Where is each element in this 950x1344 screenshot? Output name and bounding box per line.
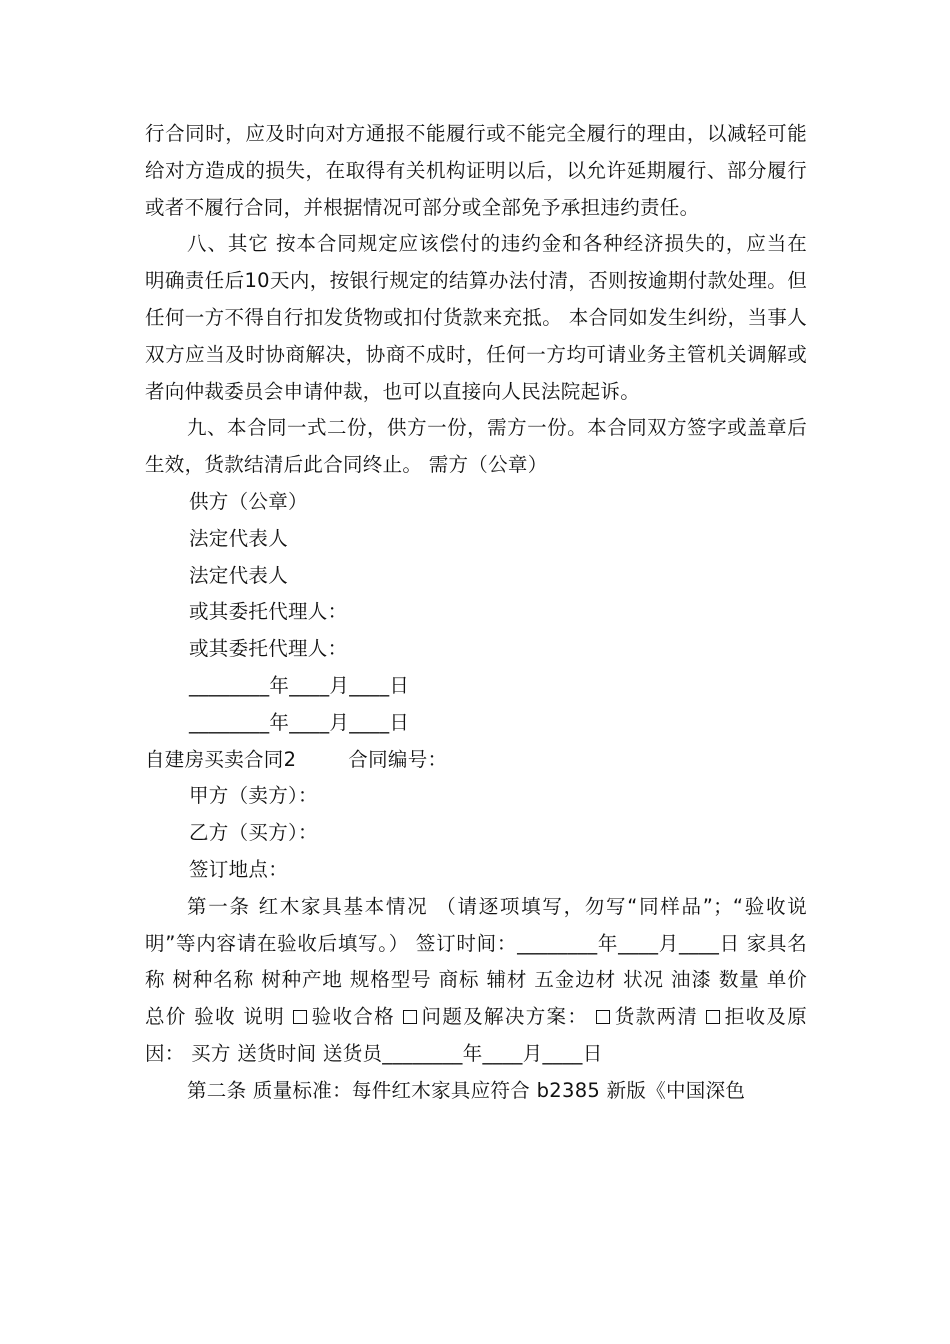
document-body — [145, 116, 807, 1110]
signature-date-1: ________年____月____日 — [189, 673, 410, 697]
paragraph-article-1-furniture — [145, 889, 807, 1073]
checkbox-paid-label: 货款两清 — [613, 1005, 706, 1029]
checkbox-paid-icon[interactable] — [596, 1010, 610, 1024]
contract-2-title: 自建房买卖合同2 合同编号： — [145, 747, 448, 771]
checkbox-issues-label: 问题及解决方案： — [420, 1005, 596, 1029]
checkbox-issues-icon[interactable] — [403, 1010, 417, 1024]
article-1-text: 第一条 红木家具基本情况 （请逐项填写，勿写“同样品”；“验收说明”等内容请在验收后填写。） 签订时间：________年____月____日 家具名称 树种名称 树种产地 规格型号 商标 辅材 五金边材 状况 油漆 数量 单价 总价 验收 说明 — [145, 894, 807, 1029]
signature-supplier-seal: 供方（公章） — [189, 489, 308, 513]
signature-date-2: ________年____月____日 — [189, 710, 410, 734]
checkbox-rejected-icon[interactable] — [706, 1010, 720, 1024]
paragraph-article-9-copies: 九、本合同一式二份，供方一份，需方一份。本合同双方签字或盖章后生效，货款结清后此合同终止。 需方（公章） — [145, 416, 807, 477]
party-a-seller: 甲方（卖方）： — [189, 784, 318, 808]
checkbox-accepted-label: 验收合格 — [310, 1005, 403, 1029]
signature-agent-2: 或其委托代理人： — [189, 637, 348, 661]
signature-legal-rep-2: 法定代表人 — [189, 563, 289, 587]
signature-legal-rep-1: 法定代表人 — [189, 526, 289, 550]
party-b-buyer: 乙方（买方）： — [189, 821, 318, 845]
paragraph-article-2-quality: 第二条 质量标准：每件红木家具应符合 b2385 新版《中国深色 — [187, 1078, 746, 1102]
signing-place: 签订地点： — [189, 857, 289, 881]
signature-agent-1: 或其委托代理人： — [189, 600, 348, 624]
paragraph-force-majeure: 行合同时，应及时向对方通报不能履行或不能完全履行的理由，以减轻可能给对方造成的损失，在取得有关机构证明以后，以允许延期履行、部分履行或者不履行合同，并根据情况可部分或全部免予承担违约责任。 — [145, 122, 807, 219]
paragraph-article-8-other: 八、其它 按本合同规定应该偿付的违约金和各种经济损失的，应当在明确责任后10天内，按银行规定的结算办法付清，否则按逾期付款处理。但任何一方不得自行扣发货物或扣付货款来充抵。 本合同如发生纠纷，当事人双方应当及时协商解决，协商不成时，任何一方均可请业务主管机关调解或者向仲裁委员会申请仲裁，也可以直接向人民法院起诉。 — [145, 232, 807, 403]
checkbox-rejected-label: 拒收及原因： 买方 送货时间 送货员________年____月____日 — [145, 1005, 808, 1065]
checkbox-accepted-icon[interactable] — [293, 1010, 307, 1024]
